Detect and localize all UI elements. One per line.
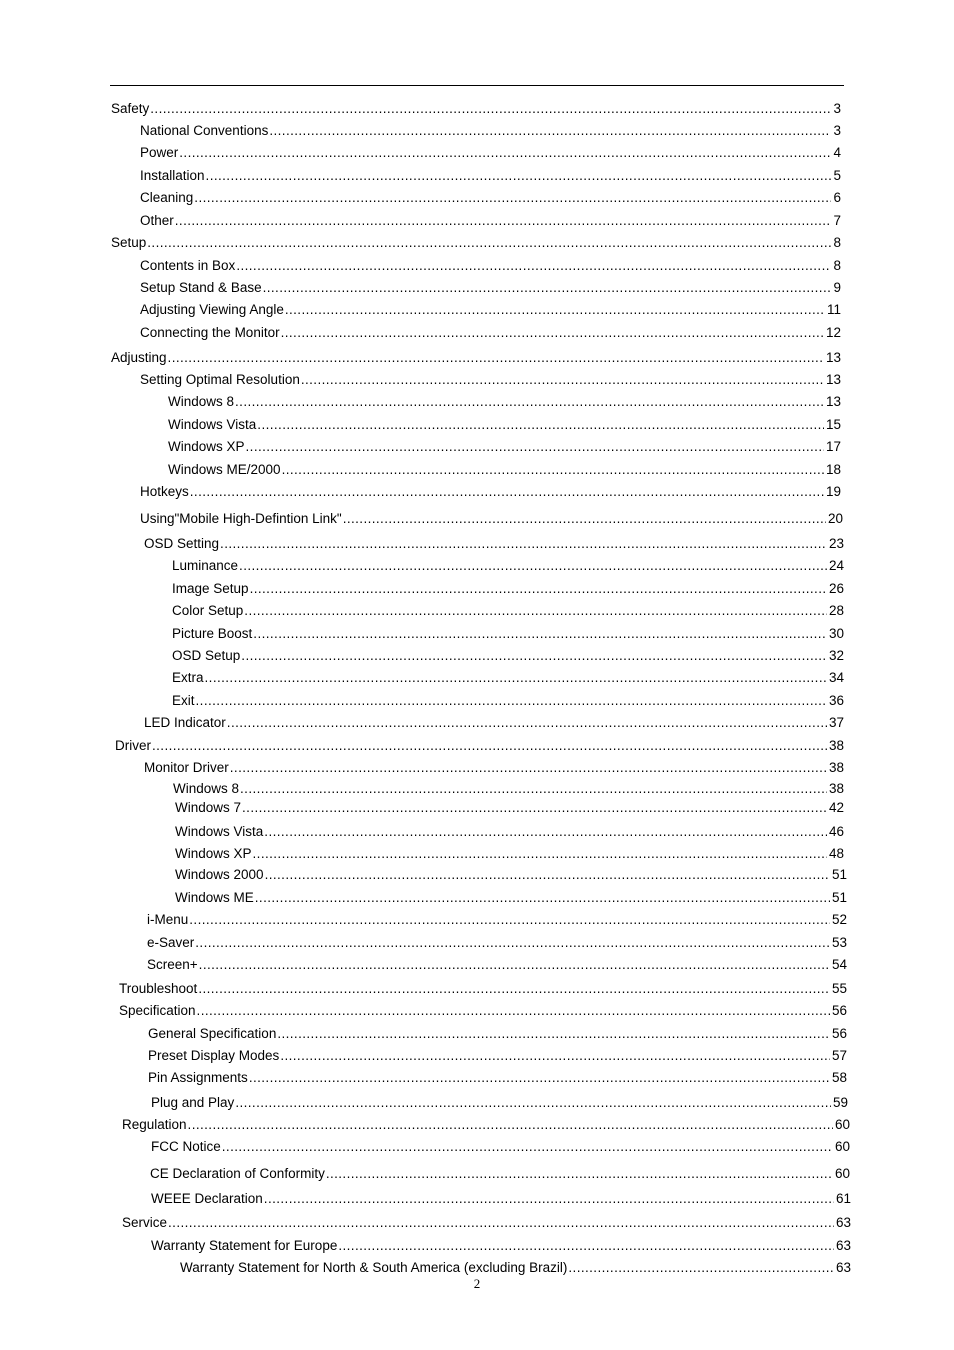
toc-dot-leader <box>179 144 831 162</box>
toc-entry[interactable] <box>175 889 847 907</box>
toc-entry-title: Windows 2000 <box>175 867 264 882</box>
toc-dot-leader <box>249 1069 830 1087</box>
toc-dot-leader <box>301 371 824 389</box>
toc-dot-leader <box>222 1138 833 1156</box>
toc-entry-page: 13 <box>825 372 841 387</box>
toc-entry-page: 13 <box>825 350 841 365</box>
toc-dot-leader <box>253 625 827 643</box>
toc-entry-title: Safety <box>111 101 150 116</box>
toc-entry-page: 18 <box>825 462 841 477</box>
toc-entry[interactable] <box>147 956 847 974</box>
toc-dot-leader <box>263 279 832 297</box>
toc-entry-title: Windows 8 <box>173 781 240 796</box>
toc-entry-title: Monitor Driver <box>144 760 229 775</box>
toc-entry-page: 37 <box>828 715 844 730</box>
toc-entry-page: 3 <box>833 101 841 116</box>
page-number: 2 <box>473 1276 481 1291</box>
toc-dot-leader <box>239 557 827 575</box>
toc-entry[interactable] <box>168 393 841 411</box>
toc-dot-leader <box>338 1237 834 1255</box>
toc-entry[interactable] <box>140 189 841 207</box>
toc-entry-title: Windows ME <box>175 890 254 905</box>
toc-entry-title: Windows XP <box>168 439 245 454</box>
toc-entry-title: e-Saver <box>147 935 195 950</box>
toc-entry-page: 63 <box>835 1215 851 1230</box>
toc-entry-title: LED Indicator <box>144 715 226 730</box>
toc-dot-leader <box>188 1116 833 1134</box>
toc-dot-leader <box>168 349 824 367</box>
toc-entry-title: Warranty Statement for Europe <box>151 1238 338 1253</box>
toc-entry[interactable] <box>111 100 841 118</box>
toc-entry-title: Adjusting <box>111 350 167 365</box>
toc-entry-page: 13 <box>825 394 841 409</box>
toc-entry-page: 5 <box>833 168 841 183</box>
toc-entry-page: 15 <box>825 417 841 432</box>
toc-dot-leader <box>343 510 826 528</box>
toc-entry-title: Specification <box>119 1003 196 1018</box>
toc-entry[interactable] <box>140 257 841 275</box>
toc-dot-leader <box>241 647 827 665</box>
toc-entry[interactable] <box>151 1237 851 1255</box>
toc-entry-title: OSD Setup <box>172 648 241 663</box>
toc-entry[interactable] <box>147 934 847 952</box>
toc-entry-page: 59 <box>832 1095 848 1110</box>
toc-dot-leader <box>264 1190 834 1208</box>
toc-entry[interactable] <box>175 799 844 817</box>
toc-entry-page: 52 <box>831 912 847 927</box>
toc-entry[interactable] <box>172 692 844 710</box>
toc-entry-title: Windows XP <box>175 846 252 861</box>
toc-entry-page: 54 <box>831 957 847 972</box>
toc-dot-leader <box>240 780 827 798</box>
toc-entry-page: 63 <box>835 1238 851 1253</box>
toc-entry-title: Windows ME/2000 <box>168 462 281 477</box>
toc-entry[interactable] <box>172 557 844 575</box>
toc-dot-leader <box>235 1094 831 1112</box>
toc-entry-page: 8 <box>833 235 841 250</box>
toc-entry-title: Using"Mobile High-Defintion Link" <box>140 511 342 526</box>
toc-entry[interactable] <box>151 1094 848 1112</box>
toc-dot-leader <box>285 301 825 319</box>
toc-entry-page: 46 <box>828 824 844 839</box>
toc-entry[interactable] <box>144 714 844 732</box>
toc-entry-title: WEEE Declaration <box>151 1191 263 1206</box>
toc-entry[interactable] <box>122 1214 851 1232</box>
toc-entry[interactable] <box>148 1069 847 1087</box>
toc-dot-leader <box>194 189 831 207</box>
toc-dot-leader <box>250 580 827 598</box>
toc-dot-leader <box>199 956 830 974</box>
toc-dot-leader <box>235 393 824 411</box>
toc-entry-title: Preset Display Modes <box>148 1048 280 1063</box>
toc-entry-page: 30 <box>828 626 844 641</box>
toc-entry[interactable] <box>111 349 841 367</box>
toc-entry-page: 9 <box>833 280 841 295</box>
toc-entry-page: 55 <box>831 981 847 996</box>
toc-entry-title: Color Setup <box>172 603 244 618</box>
toc-entry[interactable] <box>144 535 844 553</box>
toc-entry-title: Cleaning <box>140 190 194 205</box>
toc-entry[interactable] <box>119 1002 847 1020</box>
toc-entry[interactable] <box>140 371 841 389</box>
toc-entry-title: Other <box>140 213 174 228</box>
toc-entry[interactable] <box>175 866 847 884</box>
toc-dot-leader <box>236 257 831 275</box>
toc-entry-title: Regulation <box>122 1117 187 1132</box>
toc-entry-page: 38 <box>828 781 844 796</box>
toc-entry-page: 60 <box>834 1139 850 1154</box>
toc-entry-page: 23 <box>828 536 844 551</box>
toc-entry-page: 7 <box>833 213 841 228</box>
toc-entry-title: Setting Optimal Resolution <box>140 372 300 387</box>
toc-entry[interactable] <box>172 580 844 598</box>
toc-entry[interactable] <box>168 416 841 434</box>
toc-entry-title: Setup <box>111 235 147 250</box>
toc-entry-page: 3 <box>833 123 841 138</box>
toc-dot-leader <box>189 911 830 929</box>
toc-entry-title: Windows 8 <box>168 394 235 409</box>
toc-entry-page: 38 <box>828 738 844 753</box>
toc-entry[interactable] <box>172 669 844 687</box>
toc-dot-leader <box>326 1165 833 1183</box>
toc-entry-page: 51 <box>831 867 847 882</box>
toc-dot-leader <box>175 212 832 230</box>
toc-entry[interactable] <box>148 1047 847 1065</box>
toc-dot-leader <box>152 737 827 755</box>
toc-entry[interactable] <box>151 1138 850 1156</box>
toc-entry-page: 48 <box>828 846 844 861</box>
toc-dot-leader <box>197 1002 830 1020</box>
toc-dot-leader <box>195 934 830 952</box>
toc-entry[interactable] <box>172 602 844 620</box>
toc-dot-leader <box>244 602 827 620</box>
toc-entry-title: Pin Assignments <box>148 1070 248 1085</box>
toc-dot-leader <box>150 100 831 118</box>
toc-dot-leader <box>147 234 831 252</box>
toc-entry[interactable] <box>168 461 841 479</box>
toc-dot-leader <box>282 461 824 479</box>
toc-dot-leader <box>206 167 832 185</box>
toc-entry-page: 38 <box>828 760 844 775</box>
toc-entry[interactable] <box>122 1116 850 1134</box>
toc-entry-title: Luminance <box>172 558 239 573</box>
toc-entry-page: 26 <box>828 581 844 596</box>
toc-entry-title: Installation <box>140 168 205 183</box>
toc-entry-page: 8 <box>833 258 841 273</box>
toc-entry[interactable] <box>172 625 844 643</box>
toc-entry-title: Windows 7 <box>175 800 242 815</box>
toc-dot-leader <box>196 692 827 710</box>
toc-entry-title: Windows Vista <box>168 417 257 432</box>
toc-dot-leader <box>277 1025 830 1043</box>
toc-entry-title: OSD Setting <box>144 536 220 551</box>
toc-entry-page: 6 <box>833 190 841 205</box>
toc-dot-leader <box>220 535 827 553</box>
toc-dot-leader <box>168 1214 834 1232</box>
toc-entry[interactable] <box>140 279 841 297</box>
toc-dot-leader <box>242 799 827 817</box>
toc-dot-leader <box>568 1259 834 1277</box>
toc-entry-page: 17 <box>825 439 841 454</box>
toc-entry-page: 4 <box>833 145 841 160</box>
toc-entry[interactable] <box>140 301 841 319</box>
toc-entry-page: 56 <box>831 1003 847 1018</box>
toc-entry[interactable] <box>147 911 847 929</box>
toc-entry-title: Image Setup <box>172 581 249 596</box>
toc-entry[interactable] <box>119 980 847 998</box>
toc-dot-leader <box>227 714 827 732</box>
toc-entry-title: Contents in Box <box>140 258 236 273</box>
toc-entry-page: 19 <box>825 484 841 499</box>
toc-entry-page: 53 <box>831 935 847 950</box>
toc-entry[interactable] <box>140 144 841 162</box>
toc-entry[interactable] <box>150 1165 850 1183</box>
toc-entry-page: 57 <box>831 1048 847 1063</box>
toc-entry-title: Driver <box>115 738 151 753</box>
toc-entry-title: Power <box>140 145 179 160</box>
toc-entry[interactable] <box>140 122 841 140</box>
toc-entry-title: Screen+ <box>147 957 198 972</box>
toc-dot-leader <box>198 980 830 998</box>
toc-entry[interactable] <box>168 438 841 456</box>
toc-entry-page: 51 <box>831 890 847 905</box>
toc-entry[interactable] <box>175 823 844 841</box>
toc-entry-title: Windows Vista <box>175 824 264 839</box>
toc-entry-title: Extra <box>172 670 204 685</box>
toc-entry-page: 12 <box>825 325 841 340</box>
toc-entry-page: 20 <box>827 511 843 526</box>
toc-entry-page: 36 <box>828 693 844 708</box>
toc-entry-page: 58 <box>831 1070 847 1085</box>
toc-dot-leader <box>230 759 827 777</box>
toc-entry[interactable] <box>140 167 841 185</box>
toc-entry-page: 63 <box>835 1260 851 1275</box>
toc-dot-leader <box>257 416 824 434</box>
toc-entry-page: 28 <box>828 603 844 618</box>
toc-dot-leader <box>280 1047 830 1065</box>
toc-dot-leader <box>269 122 831 140</box>
toc-entry-page: 32 <box>828 648 844 663</box>
toc-entry-page: 11 <box>826 302 841 317</box>
toc-entry-title: CE Declaration of Conformity <box>150 1166 325 1181</box>
toc-dot-leader <box>253 845 827 863</box>
toc-entry-title: Warranty Statement for North & South America (excluding Brazil) <box>180 1260 568 1275</box>
toc-entry[interactable] <box>151 1190 851 1208</box>
toc-dot-leader <box>281 324 824 342</box>
toc-dot-leader <box>190 483 824 501</box>
toc-entry-title: Connecting the Monitor <box>140 325 280 340</box>
toc-entry-page: 60 <box>834 1117 850 1132</box>
toc-entry-title: Exit <box>172 693 195 708</box>
toc-entry-title: i-Menu <box>147 912 189 927</box>
toc-entry[interactable] <box>111 234 841 252</box>
toc-entry-page: 60 <box>834 1166 850 1181</box>
toc-entry-title: Picture Boost <box>172 626 253 641</box>
toc-entry-title: Troubleshoot <box>119 981 198 996</box>
toc-entry[interactable] <box>140 483 841 501</box>
toc-entry-title: Plug and Play <box>151 1095 235 1110</box>
toc-entry[interactable] <box>140 510 843 528</box>
toc-entry-title: General Specification <box>148 1026 277 1041</box>
toc-entry[interactable] <box>144 759 844 777</box>
toc-entry-title: Hotkeys <box>140 484 189 499</box>
toc-dot-leader <box>255 889 830 907</box>
toc-dot-leader <box>265 866 830 884</box>
toc-entry-page: 42 <box>828 800 844 815</box>
toc-dot-leader <box>205 669 827 687</box>
toc-entry[interactable] <box>175 845 844 863</box>
toc-entry[interactable] <box>140 324 841 342</box>
toc-entry-title: National Conventions <box>140 123 269 138</box>
toc-entry[interactable] <box>148 1025 847 1043</box>
toc-entry[interactable] <box>115 737 844 755</box>
toc-dot-leader <box>264 823 827 841</box>
toc-entry-title: FCC Notice <box>151 1139 221 1154</box>
toc-dot-leader <box>246 438 824 456</box>
toc-entry-page: 61 <box>835 1191 851 1206</box>
toc-entry[interactable] <box>172 647 844 665</box>
toc-entry-title: Service <box>122 1215 168 1230</box>
toc-entry-page: 24 <box>828 558 844 573</box>
toc-entry[interactable] <box>180 1259 851 1277</box>
toc-entry-page: 56 <box>831 1026 847 1041</box>
toc-entry-title: Setup Stand & Base <box>140 280 262 295</box>
toc-entry-title: Adjusting Viewing Angle <box>140 302 284 317</box>
toc-entry[interactable] <box>173 780 844 798</box>
toc-entry-page: 34 <box>828 670 844 685</box>
toc-entry[interactable] <box>140 212 841 230</box>
